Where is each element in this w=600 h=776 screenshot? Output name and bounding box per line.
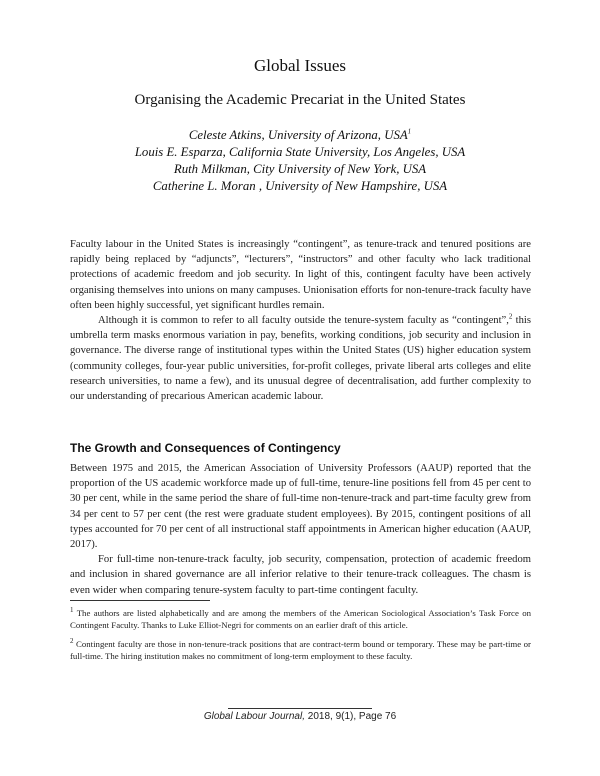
author-list — [0, 127, 600, 195]
author-text: Ruth Milkman, City University of New York, USA — [173, 162, 427, 176]
section-paragraph-1: Between 1975 and 2015, the American Association of University Professors (AAUP) reported that the proportion of the US academic workforce made up of full-time, tenure-line positions fell from 45 per cent to 30 per cent, while in the same period the share of full-time non-tenure-track and part-time faculty grew from 34 per cent to 57 per cent (the rest were graduate student employees). By 2015, contingent positions of all types accounted for 70 per cent of all instructional staff appointments in American higher education (AAUP, 2017). — [70, 463, 531, 551]
footnote-number: 1 — [70, 606, 74, 615]
author-line — [0, 127, 600, 144]
footnote-number: 2 — [70, 636, 74, 645]
author-text: Louis E. Esparza, California State University, Los Angeles, USA — [134, 145, 466, 159]
author-text: Celeste Atkins, University of Arizona, USA — [188, 128, 408, 142]
page-footer — [0, 711, 600, 722]
section-heading: The Growth and Consequences of Contingency — [70, 441, 341, 455]
journal-name: Global Labour Journal, — [203, 711, 305, 722]
author-line — [0, 161, 600, 178]
footnote — [70, 638, 531, 663]
footnotes — [70, 607, 531, 669]
footnote-separator — [70, 600, 210, 601]
author-text: Catherine L. Moran , University of New Hampshire, USA — [152, 179, 448, 193]
abstract — [70, 237, 531, 404]
abstract-paragraph-1: Faculty labour in the United States is increasingly “contingent”, as tenure-track and tenured positions are rapidly being replaced by “adjuncts”, “lecturers”, “instructors” and other faculty who lack traditional protections of academic freedom and job security. In light of this, contingent faculty have been actively organising themselves into unions on many campuses. Unionisation efforts for non-tenure-track faculty have often been highly successful, yet significant hurdles remain. — [70, 239, 531, 311]
article-title: Organising the Academic Precariat in the United States — [134, 92, 466, 108]
abstract-paragraph-2 — [70, 313, 531, 404]
author-line — [0, 178, 600, 195]
footnote-ref[interactable]: 1 — [407, 127, 412, 136]
paragraph-text: Although it is common to refer to all faculty outside the tenure-system faculty as “contingent”, — [98, 315, 509, 327]
section-body — [70, 461, 531, 598]
footnote — [70, 607, 531, 632]
footnote-ref[interactable]: 2 — [508, 312, 513, 321]
footnote-text: The authors are listed alphabetically and are among the members of the American Sociological Association’s Task Force on Contingent Faculty. Thanks to Luke Elliot-Negri for comments on an earlier draft of this article. — [70, 608, 531, 631]
footnote-text: Contingent faculty are those in non-tenure-track positions that are contract-term bound or temporary. These may be part-time or full-time. The hiring institution makes no commitment of long-term employment to these faculty. — [70, 638, 531, 662]
section-title: Global Issues — [253, 56, 347, 75]
citation-info: 2018, 9(1), Page 76 — [305, 711, 397, 722]
footer-rule — [228, 708, 372, 709]
section-paragraph-2: For full-time non-tenure-track faculty, job security, compensation, protection of academic freedom and inclusion in shared governance are all inferior relative to their tenure-track colleagues. The chasm is even wider when comparing tenure-system faculty to part-time contingent faculty. — [70, 554, 531, 596]
paragraph-text: this umbrella term masks enormous variation in pay, benefits, working conditions, job security and inclusion in governance. The diverse range of institutional types within the United States (US) higher education system (community colleges, four-year public universities, for-profit colleges, private liberal arts colleges and elite research universities, to name a few), and its unusual degree of decentralisation, add further complexity to our understanding of precarious American academic labour. — [70, 315, 531, 403]
author-line — [0, 144, 600, 161]
